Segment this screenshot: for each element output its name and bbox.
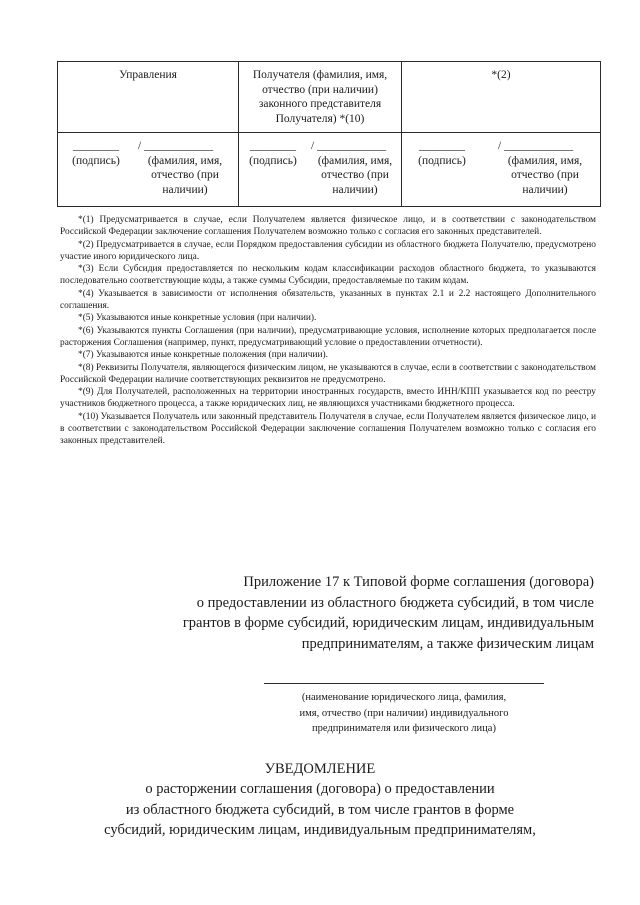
footnote-5: *(5) Указываются иные конкретные условия (при наличии). bbox=[78, 313, 317, 324]
name-line: / ____________ bbox=[498, 140, 574, 152]
appendix-line: о предоставлении из областного бюджета субсидий, в том числе bbox=[196, 594, 594, 611]
footnote-9: *(9) Для Получателей, расположенных на территории иностранных государств, вместо ИНН/КПП указывается код по реестру участников бюджетного процесса, а также юридических лиц, не являющихся участниками бюджетного процесса. bbox=[60, 387, 596, 410]
appendix-line: предпринимателям, а также физическим лицам bbox=[301, 635, 594, 652]
footnote-1: *(1) Предусматривается в случае, если Получателем является физическое лицо, и в соответствии с законодательством Российской Федерации заключение соглашения Получателем возможно только с согласия его законных представителей. bbox=[60, 215, 596, 238]
signature-table bbox=[57, 61, 601, 207]
signature-cell bbox=[402, 133, 601, 207]
notice-subtitle bbox=[80, 779, 560, 841]
signature-table-row bbox=[58, 133, 601, 207]
name-line: / ____________ bbox=[311, 140, 387, 152]
footnote-4: *(4) Указывается в зависимости от исполнения обязательств, указанных в пунктах 2.1 и 2.2 настоящего Дополнительного соглашения. bbox=[60, 288, 596, 312]
footnote-3: *(3) Если Субсидия предоставляется по нескольким кодам классификации расходов областного бюджета, то указываются последовательно соответствующие коды, а также суммы Субсидии, предоставляемые по таким кодам. bbox=[60, 264, 596, 287]
footnote-8: *(8) Реквизиты Получателя, являющегося физическим лицом, не указываются в случае, если в соответствии с законодательством Российской Федерации наличие соответствующих реквизитов не предусмотрено. bbox=[60, 362, 596, 385]
recipient-caption-line: имя, отчество (при наличии) индивидуального bbox=[299, 707, 509, 719]
header-cell-recipient: Получателя (фамилия, имя, отчество (при наличии) законного представителя Получателя) *(10) bbox=[239, 62, 402, 133]
name-line: / ____________ bbox=[138, 140, 214, 152]
footnote-10: *(10) Указывается Получатель или законный представитель Получателя в случае, если Получателем является физическое лицо, и в соответствии с законодательством Российской Федерации заключение соглашения Получателем возможно только с согласия его законных представителей. bbox=[60, 411, 596, 447]
signature-line: ________ bbox=[73, 140, 119, 152]
signature-caption: (подпись) bbox=[418, 154, 466, 167]
name-caption: (фамилия, имя, отчество (при наличии) bbox=[317, 154, 393, 196]
notice-subtitle-line: из областного бюджета субсидий, в том числе грантов в форме bbox=[125, 801, 515, 818]
footnote-2: *(2) Предусматривается в случае, если Порядком предоставления субсидии из областного бюджета Получателю, предусмотрено участие иного юридического лица. bbox=[60, 239, 596, 262]
signature-table-header-row bbox=[58, 62, 601, 133]
footnote-6: *(6) Указываются пункты Соглашения (при наличии), предусматривающие условия, исполнение которых предполагается после расторжения Соглашения (например, пункт, предусматривающий условие о предоставлении отчетности). bbox=[60, 325, 596, 348]
appendix-heading bbox=[150, 572, 594, 654]
footnote-7: *(7) Указываются иные конкретные положения (при наличии). bbox=[78, 350, 328, 361]
header-cell-other-party: *(2) bbox=[402, 62, 601, 133]
signature-caption: (подпись) bbox=[249, 154, 297, 167]
recipient-name-caption bbox=[264, 690, 544, 737]
notice-title: УВЕДОМЛЕНИЕ bbox=[264, 761, 376, 777]
appendix-line: Приложение 17 к Типовой форме соглашения (договора) bbox=[243, 574, 594, 590]
signature-cell bbox=[58, 133, 239, 207]
recipient-caption-line: (наименование юридического лица, фамилия, bbox=[301, 692, 507, 703]
header-cell-department: Управления bbox=[58, 62, 239, 133]
recipient-caption-line: предпринимателя или физического лица) bbox=[312, 723, 496, 734]
signature-caption: (подпись) bbox=[72, 154, 120, 167]
notice-subtitle-line: о расторжении соглашения (договора) о предоставлении bbox=[145, 781, 495, 797]
recipient-name-line bbox=[264, 683, 544, 684]
signature-cell bbox=[239, 133, 402, 207]
notice-subtitle-line: субсидий, юридическим лицам, индивидуальным предпринимателям, bbox=[104, 822, 536, 838]
footnotes bbox=[60, 214, 596, 448]
signature-line: ________ bbox=[419, 140, 465, 152]
name-caption: (фамилия, имя, отчество (при наличии) bbox=[507, 154, 583, 196]
name-caption: (фамилия, имя, отчество (при наличии) bbox=[147, 154, 223, 196]
appendix-line: грантов в форме субсидий, юридическим лицам, индивидуальным bbox=[182, 615, 594, 631]
signature-line: ________ bbox=[250, 140, 296, 152]
